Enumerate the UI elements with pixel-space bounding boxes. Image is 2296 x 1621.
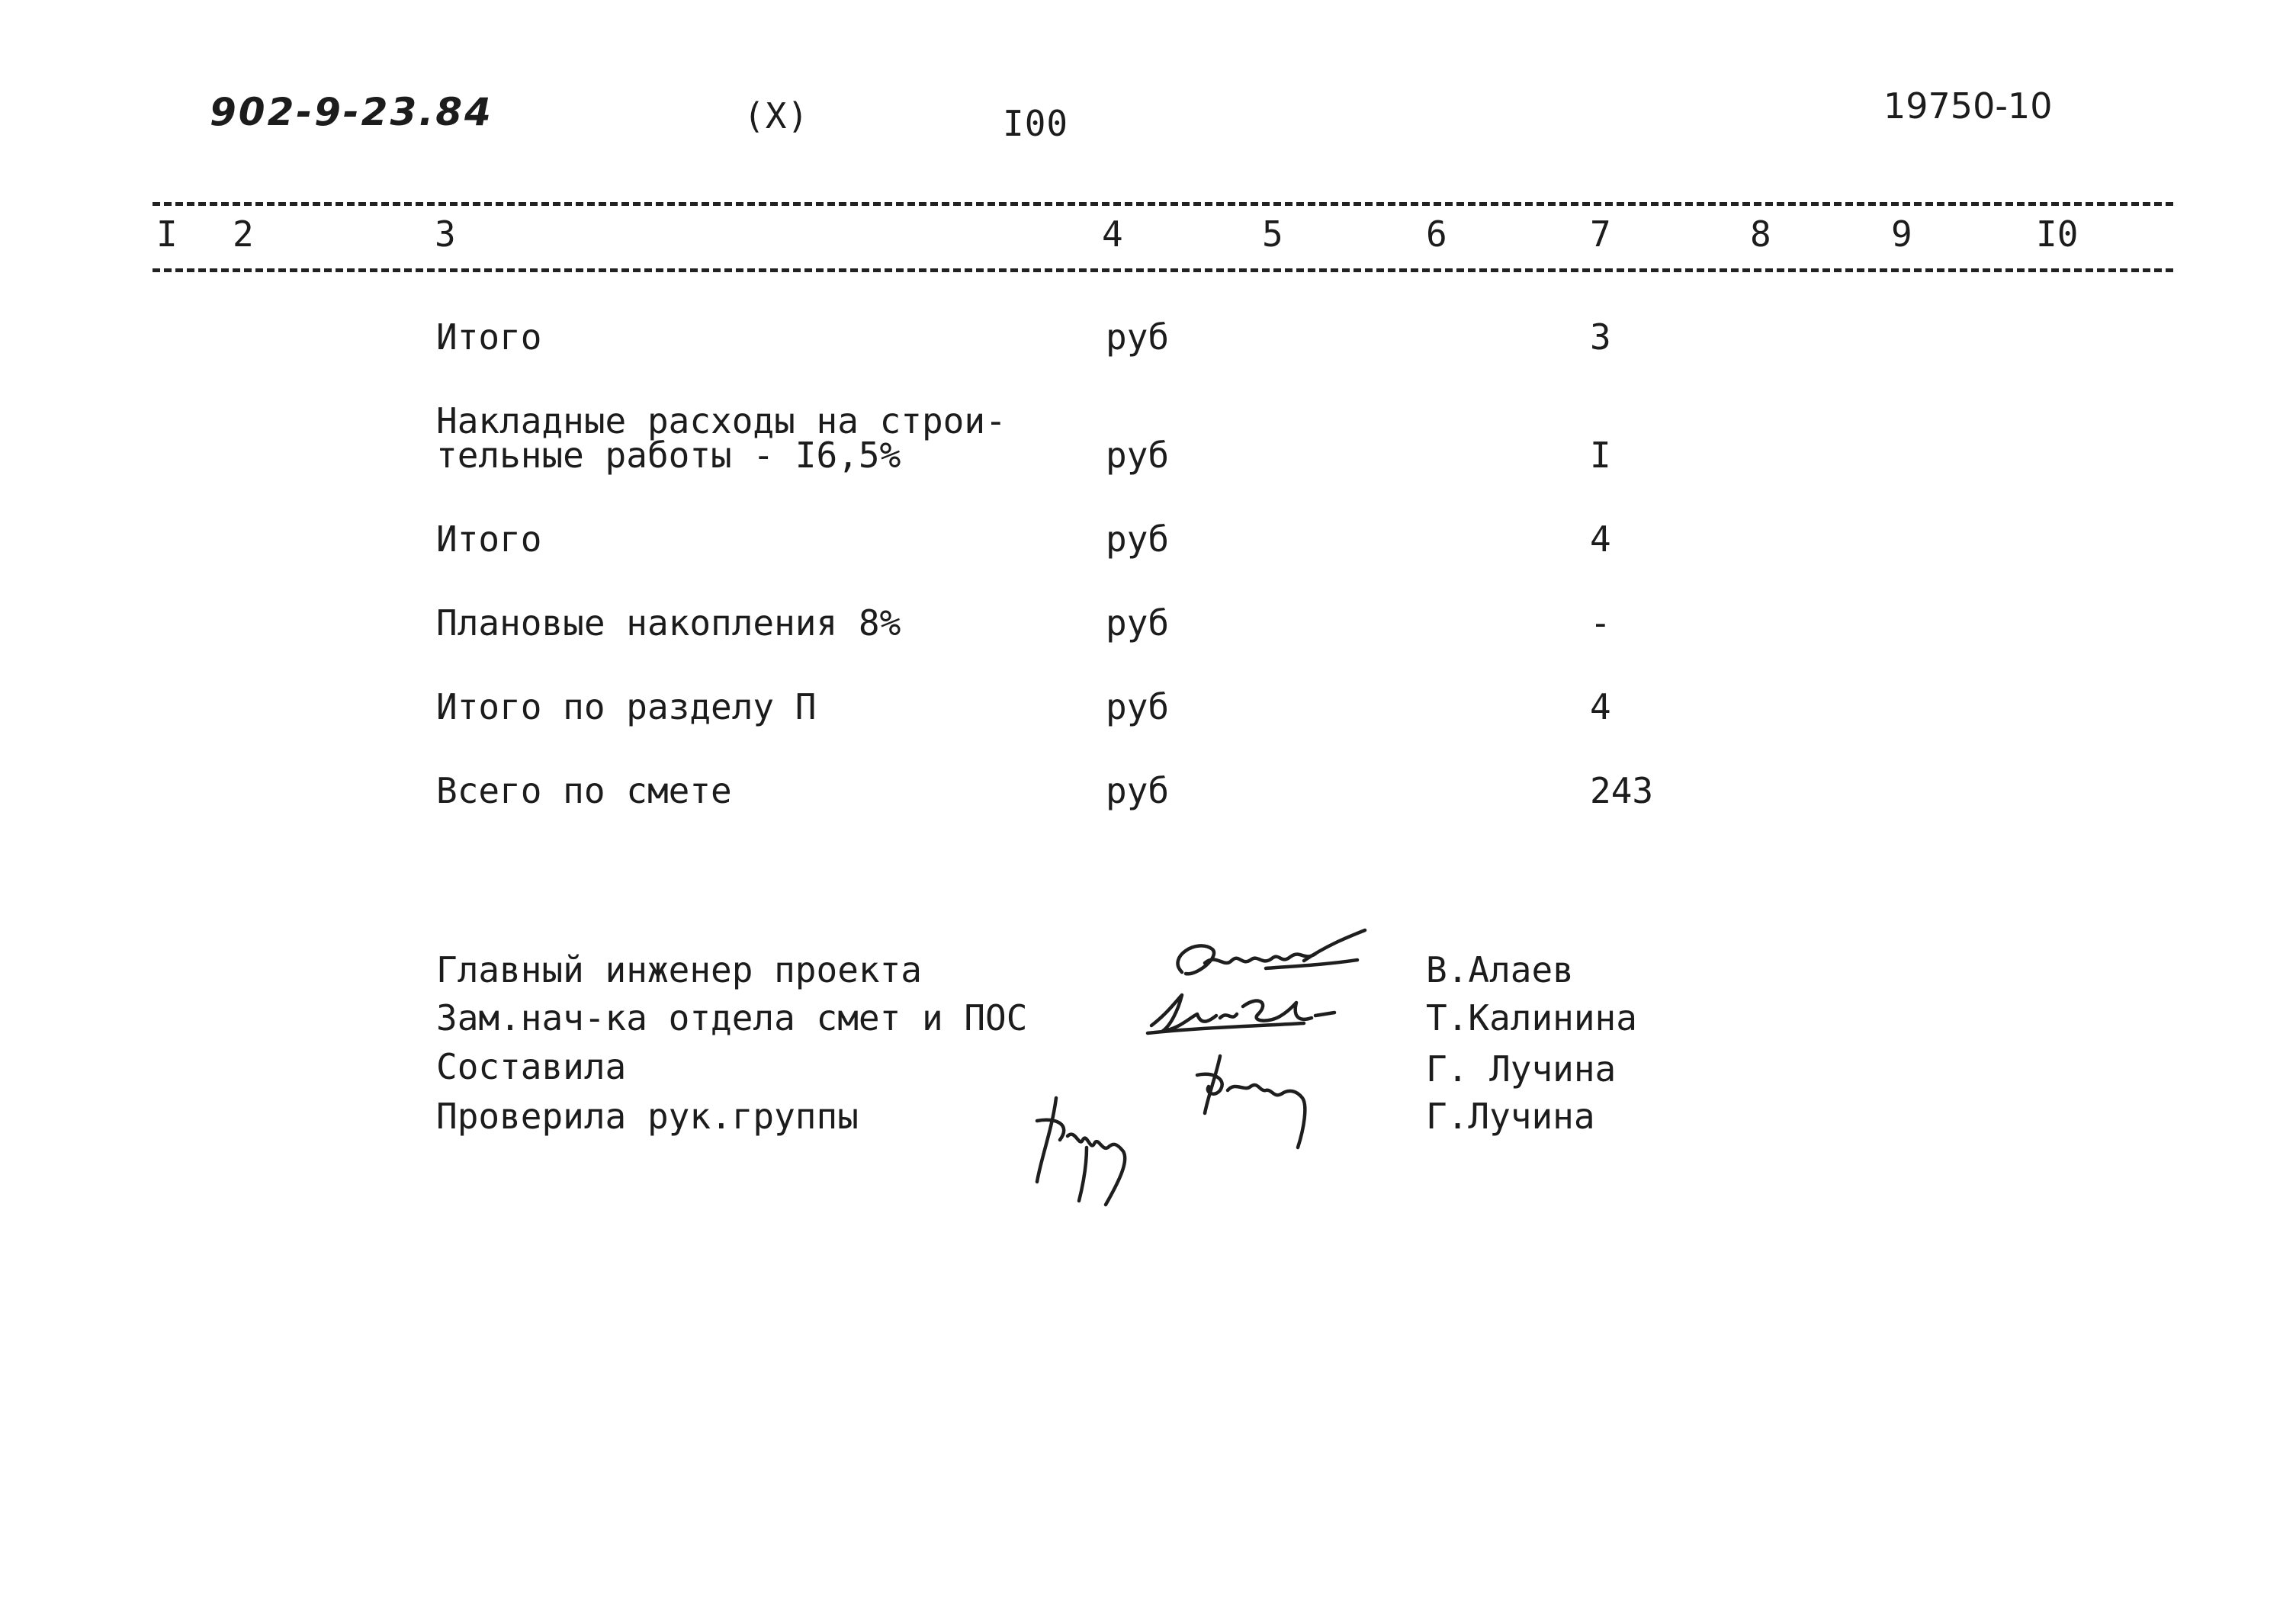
- row-description: Плановые накопления 8%: [436, 602, 901, 644]
- column-number-2: 2: [233, 213, 254, 255]
- signature-compiler: [1174, 1045, 1327, 1159]
- row-value: 3: [1590, 316, 1611, 358]
- column-number-5: 5: [1262, 213, 1283, 255]
- row-unit: руб: [1106, 316, 1170, 358]
- stamp-number: 19750-10: [1883, 85, 2053, 127]
- row-value: 4: [1590, 518, 1611, 560]
- row-unit: руб: [1106, 518, 1170, 560]
- column-number-3: 3: [435, 213, 456, 255]
- signatory-name: В.Алаев: [1426, 949, 1574, 990]
- row-unit: руб: [1106, 602, 1170, 644]
- column-number-1: I: [156, 213, 178, 255]
- page-number: I00: [1003, 103, 1069, 144]
- row-description-line-1: Накладные расходы на строи-: [436, 400, 1007, 441]
- signature-group-leader: [1026, 1075, 1178, 1212]
- column-number-10: I0: [2036, 213, 2079, 255]
- column-number-9: 9: [1891, 213, 1912, 255]
- signatory-position: Проверила рук.группы: [436, 1096, 859, 1137]
- row-description: Итого: [436, 518, 542, 560]
- signatory-position: Главный инженер проекта: [436, 949, 922, 990]
- row-description: Итого: [436, 316, 542, 358]
- signatory-position: Зам.нач-ка отдела смет и ПОС: [436, 997, 1028, 1038]
- row-description: Итого по разделу П: [436, 686, 817, 727]
- signatory-name: Г.Лучина: [1426, 1096, 1595, 1137]
- row-unit: руб: [1106, 686, 1170, 727]
- signatory-name: Т.Калинина: [1426, 997, 1637, 1038]
- row-description-line-2: тельные работы - I6,5%: [436, 435, 901, 476]
- row-value: -: [1590, 602, 1611, 644]
- column-number-6: 6: [1426, 213, 1447, 255]
- column-number-4: 4: [1102, 213, 1123, 255]
- signatory-position: Составила: [436, 1046, 627, 1087]
- column-number-8: 8: [1750, 213, 1771, 255]
- row-value: I: [1590, 435, 1611, 476]
- column-header-top-rule: [153, 202, 2173, 206]
- signatory-name: Г. Лучина: [1426, 1048, 1617, 1090]
- row-unit: руб: [1106, 435, 1170, 476]
- signature-deputy-head: [1136, 984, 1342, 1045]
- row-value: 4: [1590, 686, 1611, 727]
- document-code: 902-9-23.84: [210, 90, 493, 134]
- row-value: 243: [1590, 770, 1654, 811]
- column-number-7: 7: [1590, 213, 1611, 255]
- section-roman-numeral: (X): [743, 95, 810, 136]
- column-header-bottom-rule: [153, 268, 2173, 272]
- row-description: Всего по смете: [436, 770, 732, 811]
- row-unit: руб: [1106, 770, 1170, 811]
